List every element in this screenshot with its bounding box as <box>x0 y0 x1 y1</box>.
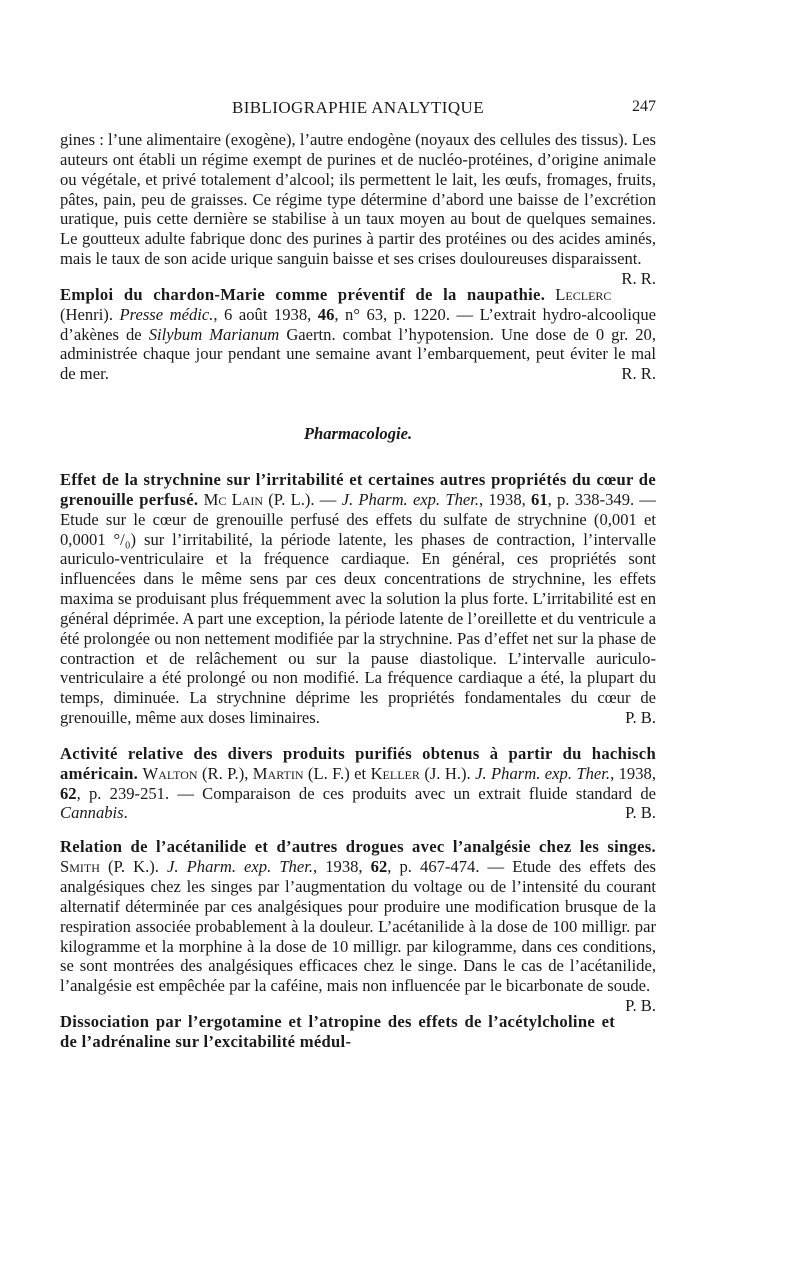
article-date: , 6 août 1938, <box>213 304 318 324</box>
intro-text: gines : l’une alimentaire (exogène), l’autre endogène (noyaux des cellules des tissus). Les auteurs ont établi un régime exempt de purines et de nucléo-protéines, d’origine animale ou végétale, et privé totalement d’alcool; ils permettent le lait, les œufs, fromages, fruits, pâtes, pain, peu de graisses. Ce régime type détermine d’abord une baisse de l’excrétion uratique, puis cette dernière se stabilise à un taux moyen au bout de quelques semaines. Le goutteux adulte fabrique donc des purines à partir des protéines ou des acides aminés, mais le taux de son acide urique sanguin baisse et ses crises douloureuses disparaissent. <box>60 130 656 269</box>
article-author-initials: (L. F.) et <box>303 763 371 783</box>
article-author-initials: (J. H.). <box>419 763 476 783</box>
page-content <box>60 130 656 1052</box>
article-hachisch <box>60 744 656 823</box>
species-name: Silybum Marianum <box>148 324 280 344</box>
article-initials: P. B. <box>625 803 656 823</box>
article-author-initials: (R. P.), <box>197 763 253 783</box>
article-date: , 1938, <box>610 763 656 783</box>
article-author: Mc Lain <box>203 489 264 509</box>
article-initials: R. R. <box>621 364 656 384</box>
article-volume: 62 <box>370 857 388 877</box>
article-author-initials: (Henri). <box>60 304 120 324</box>
intro-paragraph <box>60 130 656 288</box>
article-chardon-marie <box>60 285 656 384</box>
article-reference: , n° 63, p. 1220. — L’extrait hydro-alcoolique d’akènes de <box>60 304 656 344</box>
article-strychnine <box>60 470 656 728</box>
article-date: , 1938, <box>479 489 532 509</box>
article-volume: 62 <box>60 783 77 803</box>
article-journal: J. Pharm. exp. Ther. <box>341 489 480 509</box>
article-body: . <box>123 803 128 823</box>
article-reference: , p. 239-251. — Comparaison de ces produits avec un extrait fluide standard de <box>76 783 656 803</box>
intro-initials: R. R. <box>621 268 656 288</box>
article-initials: P. B. <box>625 708 656 728</box>
article-title: Relation de l’acétanilide et d’autres drogues avec l’analgésie chez les singes. <box>60 837 656 857</box>
article-date: , 1938, <box>312 857 371 877</box>
article-volume: 61 <box>531 489 548 509</box>
article-author: Martin <box>252 763 304 783</box>
article-ergotamine <box>60 1012 656 1052</box>
article-title: Activité relative des divers produits purifiés obtenus à partir du hachisch américain. <box>60 743 656 783</box>
article-journal: J. Pharm. exp. Ther. <box>475 763 611 783</box>
running-title: BIBLIOGRAPHIE ANALYTIQUE <box>231 98 485 117</box>
page-header <box>60 98 656 122</box>
article-journal: Presse médic. <box>119 304 214 324</box>
article-title: Effet de la strychnine sur l’irritabilité et certaines autres propriétés du cœur de grenouille perfusé. <box>60 469 656 509</box>
article-author-initials: (P. L.). — <box>263 489 342 509</box>
article-body: , p. 467-474. — Etude des effets des analgésiques chez les singes par l’augmentation du voltage ou de l’intensité du courant alternatif déterminée par ces analgésiques pour produire une modification brusque de la respiration associée probablement à la douleur. L’acétanilide à la dose de 100 milligr. par kilogramme et la morphine à la dose de 10 milligr. par kilogramme, dans ces conditions, se sont montrées des analgésiques efficaces chez le singe. Dans le cas de l’acétanilide, l’analgésie est empêchée par la caféine, mais non influencée par le bicarbonate de soude. <box>60 857 656 996</box>
article-author: Walton <box>142 763 198 783</box>
article-acetanilide <box>60 837 656 1016</box>
article-volume: 46 <box>317 304 335 324</box>
page-number: 247 <box>632 98 656 115</box>
article-author-initials: (P. K.). <box>99 857 168 877</box>
article-title: Emploi du chardon-Marie comme préventif de la naupathie. <box>60 284 546 304</box>
section-heading: Pharmacologie. <box>303 424 413 444</box>
article-body: , p. 338-349. — Etude sur le cœur de grenouille perfusé des effets du sulfate de strychnine (0,001 et 0,0001 °/₀) sur l’irritabilité, la période latente, les phases de contraction, l’intervalle auriculo-ventriculaire et la fréquence cardiaque. En général, ces propriétés sont influencées dans le même sens par ces deux concentrations de strychnine, les effets maxima se produisant plus fréquemment avec la solution la plus forte. L’irritabilité est en général déprimée. A part une exception, la période latente de l’oreillette et du ventricule a été prolongée ou non nettement modifiée par la strychnine. Pas d’effet net sur la phase de contraction et de relâchement ou sur la pause diastolique. L’intervalle auriculo-ventriculaire a été prolongé ou non modifié. La fréquence cardiaque a été, la plupart du temps, diminuée. La strychnine déprime les propriétés fondamentales du cœur de grenouille, même aux doses liminaires. <box>60 489 656 728</box>
article-author: Leclerc <box>555 284 612 304</box>
article-author: Smith <box>60 857 100 877</box>
article-body: Gaertn. combat l’hypotension. Une dose de 0 gr. 20, administrée chaque jour pendant une semaine avant l’embarquement, peut éviter le mal de mer. <box>60 324 656 384</box>
article-title: Dissociation par l’ergotamine et l’atropine des effets de l’acétylcholine et de l’adrénaline sur l’excitabilité médul- <box>60 1012 616 1051</box>
article-journal: J. Pharm. exp. Ther. <box>167 857 313 877</box>
article-initials: P. B. <box>625 996 656 1016</box>
plant-name: Cannabis <box>60 803 124 823</box>
article-author: Keller <box>370 763 420 783</box>
